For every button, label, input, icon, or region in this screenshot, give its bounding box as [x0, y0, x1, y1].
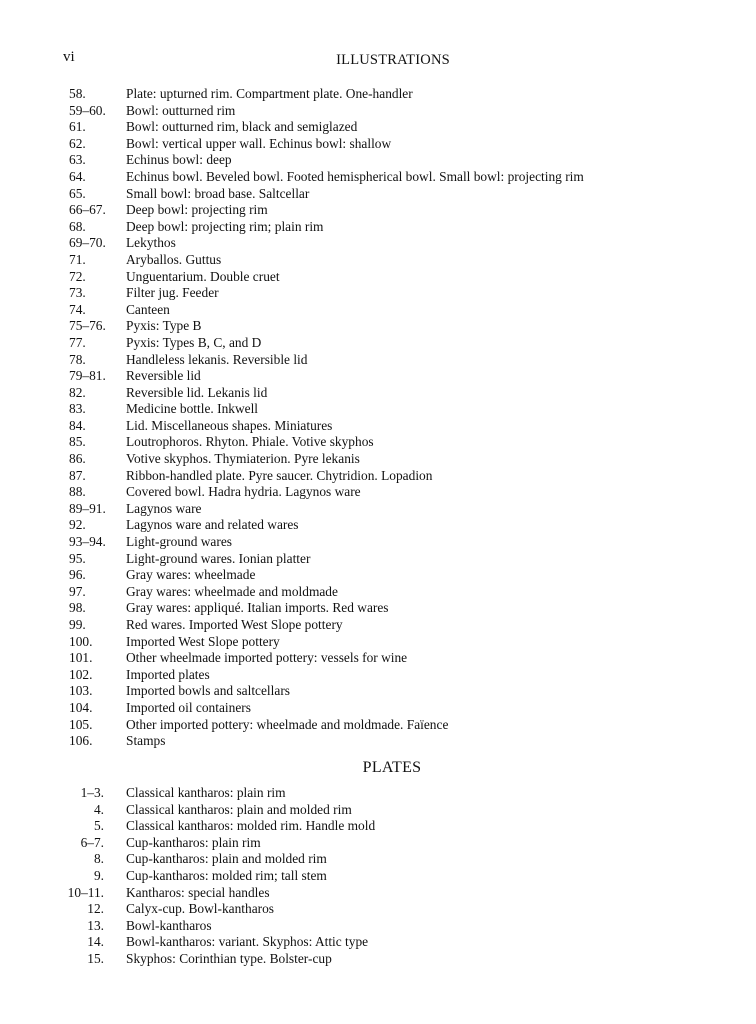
- entry-number: 102.: [69, 666, 93, 682]
- entry-number: 6–7.: [80, 834, 104, 850]
- entry-caption: Ribbon-handled plate. Pyre saucer. Chytridion. Lopadion: [126, 467, 433, 483]
- entry-number: 69–70.: [69, 235, 106, 251]
- entry-number: 4.: [93, 801, 104, 817]
- illustration-entry: [0, 484, 756, 501]
- entry-number: 72.: [69, 268, 86, 284]
- entry-number: 87.: [69, 467, 86, 483]
- entry-number: 96.: [69, 567, 86, 583]
- entry-caption: Deep bowl: projecting rim; plain rim: [126, 218, 324, 234]
- illustration-entry: [0, 617, 756, 634]
- entry-caption: Imported bowls and saltcellars: [126, 683, 290, 699]
- entry-number: 10–11.: [67, 884, 104, 900]
- entry-number: 12.: [87, 901, 104, 917]
- entry-number: 77.: [69, 334, 86, 350]
- illustration-entry: [0, 501, 756, 518]
- illustration-entry: [0, 136, 756, 153]
- entry-caption: Bowl: outturned rim: [126, 102, 236, 118]
- entry-caption: Cup-kantharos: plain and molded rim: [126, 851, 327, 867]
- entry-number: 63.: [69, 152, 86, 168]
- entry-number: 100.: [69, 633, 93, 649]
- entry-number: 79–81.: [69, 368, 106, 384]
- entry-number: 85.: [69, 434, 86, 450]
- entry-number: 1–3.: [80, 785, 104, 800]
- entry-number: 58.: [69, 86, 86, 101]
- entry-caption: Echinus bowl: deep: [126, 152, 232, 168]
- entry-caption: Lekythos: [126, 235, 176, 251]
- illustrations-list: [0, 86, 756, 750]
- entry-caption: Cup-kantharos: plain rim: [126, 834, 261, 850]
- plate-entry: [0, 934, 756, 951]
- entry-caption: Votive skyphos. Thymiaterion. Pyre lekanis: [126, 451, 360, 467]
- entry-number: 5.: [93, 818, 104, 834]
- illustration-entry: [0, 468, 756, 485]
- illustration-entry: [0, 418, 756, 435]
- entry-caption: Small bowl: broad base. Saltcellar: [126, 185, 310, 201]
- entry-caption: Light-ground wares: [126, 534, 232, 550]
- entry-caption: Canteen: [126, 301, 170, 317]
- entry-caption: Other wheelmade imported pottery: vessels for wine: [126, 650, 408, 666]
- plates-list: [0, 785, 756, 968]
- entry-number: 15.: [87, 950, 104, 966]
- illustration-entry: [0, 86, 756, 103]
- entry-caption: Kantharos: special handles: [126, 884, 270, 900]
- entry-number: 82.: [69, 384, 86, 400]
- entry-number: 78.: [69, 351, 86, 367]
- entry-caption: Reversible lid: [126, 368, 201, 384]
- entry-caption: Imported plates: [126, 666, 210, 682]
- illustration-entry: [0, 285, 756, 302]
- entry-number: 13.: [87, 917, 104, 933]
- entry-caption: Skyphos: Corinthian type. Bolster-cup: [126, 950, 332, 966]
- entry-caption: Bowl-kantharos: [126, 917, 212, 933]
- illustration-entry: [0, 584, 756, 601]
- illustration-entry: [0, 202, 756, 219]
- entry-caption: Plate: upturned rim. Compartment plate. One-handler: [126, 86, 413, 101]
- entry-caption: Pyxis: Type B: [126, 318, 202, 334]
- illustration-entry: [0, 219, 756, 236]
- illustration-entry: [0, 385, 756, 402]
- entry-number: 9.: [93, 867, 104, 883]
- plates-heading: PLATES: [362, 759, 422, 776]
- illustration-entry: [0, 119, 756, 136]
- illustration-entry: [0, 650, 756, 667]
- plate-entry: [0, 835, 756, 852]
- entry-caption: Imported oil containers: [126, 699, 251, 715]
- illustration-entry: [0, 152, 756, 169]
- entry-caption: Bowl: outturned rim, black and semiglazed: [126, 119, 358, 135]
- illustration-entry: [0, 567, 756, 584]
- plate-entry: [0, 868, 756, 885]
- illustration-entry: [0, 600, 756, 617]
- entry-caption: Classical kantharos: molded rim. Handle mold: [126, 818, 376, 834]
- plate-entry: [0, 818, 756, 835]
- entry-number: 64.: [69, 168, 86, 184]
- page-number: vi: [63, 49, 75, 65]
- illustration-entry: [0, 235, 756, 252]
- plate-entry: [0, 851, 756, 868]
- entry-caption: Cup-kantharos: molded rim; tall stem: [126, 867, 327, 883]
- entry-number: 14.: [87, 934, 104, 950]
- entry-number: 104.: [69, 699, 93, 715]
- entry-caption: Handleless lekanis. Reversible lid: [126, 351, 308, 367]
- entry-number: 98.: [69, 600, 86, 616]
- illustration-entry: [0, 434, 756, 451]
- entry-number: 99.: [69, 617, 86, 632]
- entry-number: 92.: [69, 517, 86, 533]
- entry-caption: Aryballos. Guttus: [126, 251, 222, 267]
- entry-caption: Lid. Miscellaneous shapes. Miniatures: [126, 417, 333, 433]
- entry-number: 66–67.: [69, 202, 106, 218]
- entry-caption: Calyx-cup. Bowl-kantharos: [126, 901, 275, 917]
- illustration-entry: [0, 733, 756, 750]
- entry-caption: Gray wares: wheelmade: [126, 567, 256, 583]
- illustration-entry: [0, 534, 756, 551]
- entry-number: 8.: [93, 851, 104, 867]
- entry-number: 84.: [69, 417, 86, 433]
- entry-caption: Pyxis: Types B, C, and D: [126, 334, 262, 350]
- entry-caption: Lagynos ware and related wares: [126, 517, 299, 533]
- illustration-entry: [0, 451, 756, 468]
- entry-number: 101.: [69, 650, 93, 666]
- entry-caption: Filter jug. Feeder: [126, 285, 219, 301]
- entry-number: 105.: [69, 716, 93, 732]
- entry-caption: Gray wares: appliqué. Italian imports. Red wares: [126, 600, 389, 616]
- illustration-entry: [0, 335, 756, 352]
- entry-caption: Bowl-kantharos: variant. Skyphos: Attic type: [126, 934, 369, 950]
- running-head: ILLUSTRATIONS: [336, 52, 450, 68]
- entry-number: 59–60.: [69, 102, 106, 118]
- entry-number: 68.: [69, 218, 86, 234]
- illustration-entry: [0, 368, 756, 385]
- illustration-entry: [0, 169, 756, 186]
- entry-number: 103.: [69, 683, 93, 699]
- plate-entry: [0, 885, 756, 902]
- entry-caption: Loutrophoros. Rhyton. Phiale. Votive skyphos: [126, 434, 374, 450]
- entry-caption: Red wares. Imported West Slope pottery: [126, 617, 343, 632]
- entry-number: 89–91.: [69, 500, 106, 516]
- entry-caption: Stamps: [126, 733, 166, 749]
- entry-number: 61.: [69, 119, 86, 135]
- illustration-entry: [0, 269, 756, 286]
- entry-number: 65.: [69, 185, 86, 201]
- illustration-entry: [0, 717, 756, 734]
- illustration-entry: [0, 551, 756, 568]
- entry-caption: Covered bowl. Hadra hydria. Lagynos ware: [126, 484, 361, 500]
- entry-caption: Lagynos ware: [126, 500, 202, 516]
- plate-entry: [0, 951, 756, 968]
- entry-caption: Gray wares: wheelmade and moldmade: [126, 583, 338, 599]
- illustration-entry: [0, 667, 756, 684]
- entry-caption: Other imported pottery: wheelmade and moldmade. Faïence: [126, 716, 449, 732]
- entry-number: 62.: [69, 135, 86, 151]
- entry-number: 86.: [69, 451, 86, 467]
- plate-entry: [0, 802, 756, 819]
- entry-caption: Reversible lid. Lekanis lid: [126, 384, 268, 400]
- plate-entry: [0, 918, 756, 935]
- illustration-entry: [0, 302, 756, 319]
- illustration-entry: [0, 318, 756, 335]
- entry-caption: Bowl: vertical upper wall. Echinus bowl: shallow: [126, 135, 392, 151]
- entry-caption: Echinus bowl. Beveled bowl. Footed hemispherical bowl. Small bowl: projecting rim: [126, 168, 584, 184]
- entry-number: 73.: [69, 285, 86, 301]
- illustration-entry: [0, 352, 756, 369]
- entry-caption: Classical kantharos: plain rim: [126, 785, 286, 800]
- entry-caption: Unguentarium. Double cruet: [126, 268, 280, 284]
- entry-caption: Classical kantharos: plain and molded rim: [126, 801, 352, 817]
- illustration-entry: [0, 683, 756, 700]
- entry-number: 83.: [69, 401, 86, 417]
- illustration-entry: [0, 401, 756, 418]
- entry-number: 93–94.: [69, 534, 106, 550]
- entry-number: 106.: [69, 733, 93, 749]
- entry-number: 74.: [69, 301, 86, 317]
- entry-caption: Deep bowl: projecting rim: [126, 202, 268, 218]
- plate-entry: [0, 785, 756, 802]
- entry-number: 75–76.: [69, 318, 106, 334]
- illustration-entry: [0, 103, 756, 120]
- entry-number: 71.: [69, 251, 86, 267]
- entry-number: 95.: [69, 550, 86, 566]
- illustration-entry: [0, 252, 756, 269]
- plate-entry: [0, 901, 756, 918]
- entry-caption: Imported West Slope pottery: [126, 633, 280, 649]
- illustration-entry: [0, 700, 756, 717]
- entry-number: 97.: [69, 583, 86, 599]
- illustration-entry: [0, 517, 756, 534]
- illustration-entry: [0, 634, 756, 651]
- entry-number: 88.: [69, 484, 86, 500]
- entry-caption: Medicine bottle. Inkwell: [126, 401, 259, 417]
- illustration-entry: [0, 186, 756, 203]
- entry-caption: Light-ground wares. Ionian platter: [126, 550, 311, 566]
